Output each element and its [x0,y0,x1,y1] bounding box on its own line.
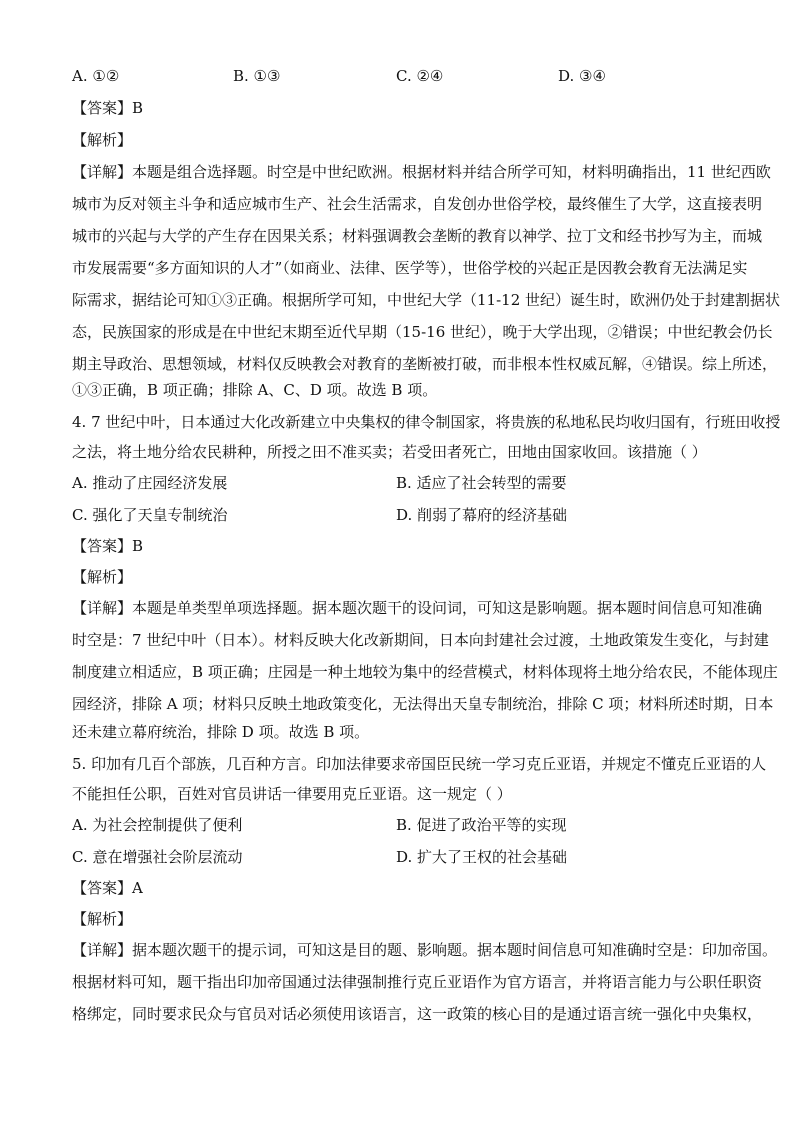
q3-detail-line: 市发展需要“多方面知识的人才”（如商业、法律、医学等），世俗学校的兴起正是因教会教育无法满足实 [72,259,748,277]
q3-detail-line: 际需求，据结论可知①③正确。根据所学可知，中世纪大学（11-12 世纪）诞生时，欧洲仍处于封建割据状 [72,291,781,309]
q4-answer: 【答案】B [72,537,144,555]
q4-option-d: D. 削弱了幕府的经济基础 [396,506,568,524]
q5-answer: 【答案】A [72,879,143,897]
q4-detail-line: 时空是：7 世纪中叶（日本）。材料反映大化改新期间，日本向封建社会过渡，土地政策发生变化，与封建 [72,631,769,649]
q4-option-b: B. 适应了社会转型的需要 [396,474,567,492]
q4-stem-line: 4. 7 世纪中叶，日本通过大化改新建立中央集权的律令制国家，将贵族的私地私民均收归国有，行班田收授 [72,413,781,431]
q5-detail-line: 【详解】据本题次题干的提示词，可知这是目的题、影响题。据本题时间信息可知准确时空是：印加帝国。 [72,941,778,959]
q3-analysis-label: 【解析】 [72,131,133,149]
q3-option-b: B. ①③ [233,67,281,85]
q3-answer: 【答案】B [72,99,144,117]
q3-option-a: A. ①② [72,67,120,85]
q4-detail-line: 【详解】本题是单类型单项选择题。据本题次题干的设问词，可知这是影响题。据本题时间信息可知准确 [72,599,763,617]
q4-detail-line: 园经济，排除 A 项；材料只反映土地政策变化，无法得出天皇专制统治，排除 C 项；材料所述时期，日本 [72,695,774,713]
q5-detail-line: 根据材料可知，题干指出印加帝国通过法律强制推行克丘亚语作为官方语言，并将语言能力与公职任职资 [72,973,763,991]
q4-analysis-label: 【解析】 [72,568,133,586]
q3-detail-line: 【详解】本题是组合选择题。时空是中世纪欧洲。根据材料并结合所学可知，材料明确指出，11 世纪西欧 [72,163,771,181]
q4-stem-line: 之法，将土地分给农民耕种，所授之田不准买卖；若受田者死亡，田地由国家收回。该措施（ ） [72,443,707,461]
q3-detail-line: 态，民族国家的形成是在中世纪末期至近代早期（15-16 世纪），晚于大学出现，②错误；中世纪教会仍长 [72,323,773,341]
q4-option-c: C. 强化了天皇专制统治 [72,506,228,524]
q4-option-a: A. 推动了庄园经济发展 [72,474,228,492]
q5-option-c: C. 意在增强社会阶层流动 [72,848,243,866]
q4-detail-line: 还未建立幕府统治，排除 D 项。故选 B 项。 [72,723,370,741]
q3-detail-line: ①③正确，B 项正确；排除 A、C、D 项。故选 B 项。 [72,381,438,399]
q3-option-c: C. ②④ [396,67,444,85]
q3-option-d: D. ③④ [558,67,606,85]
q3-detail-line: 城市为反对领主斗争和适应城市生产、社会生活需求，自发创办世俗学校，最终催生了大学，这直接表明 [72,195,763,213]
q5-option-d: D. 扩大了王权的社会基础 [396,848,568,866]
q5-option-b: B. 促进了政治平等的实现 [396,816,567,834]
q4-detail-line: 制度建立相适应，B 项正确；庄园是一种土地较为集中的经营模式，材料体现将土地分给农民，不能体现庄 [72,663,778,681]
q3-detail-line: 城市的兴起与大学的产生存在因果关系；材料强调教会垄断的教育以神学、拉丁文和经书抄写为主，而城 [72,227,763,245]
q5-detail-line: 格绑定，同时要求民众与官员对话必须使用该语言，这一政策的核心目的是通过语言统一强化中央集权， [72,1005,763,1023]
q5-analysis-label: 【解析】 [72,910,133,928]
q5-stem-line: 5. 印加有几百个部族，几百种方言。印加法律要求帝国臣民统一学习克丘亚语，并规定不懂克丘亚语的人 [72,755,767,773]
q5-option-a: A. 为社会控制提供了便利 [72,816,243,834]
q5-stem-line: 不能担任公职，百姓对官员讲话一律要用克丘亚语。这一规定（ ） [72,785,512,803]
q3-detail-line: 期主导政治、思想领域，材料仅反映教会对教育的垄断被打破，而非根本性权威瓦解，④错误。综上所述， [72,355,778,373]
